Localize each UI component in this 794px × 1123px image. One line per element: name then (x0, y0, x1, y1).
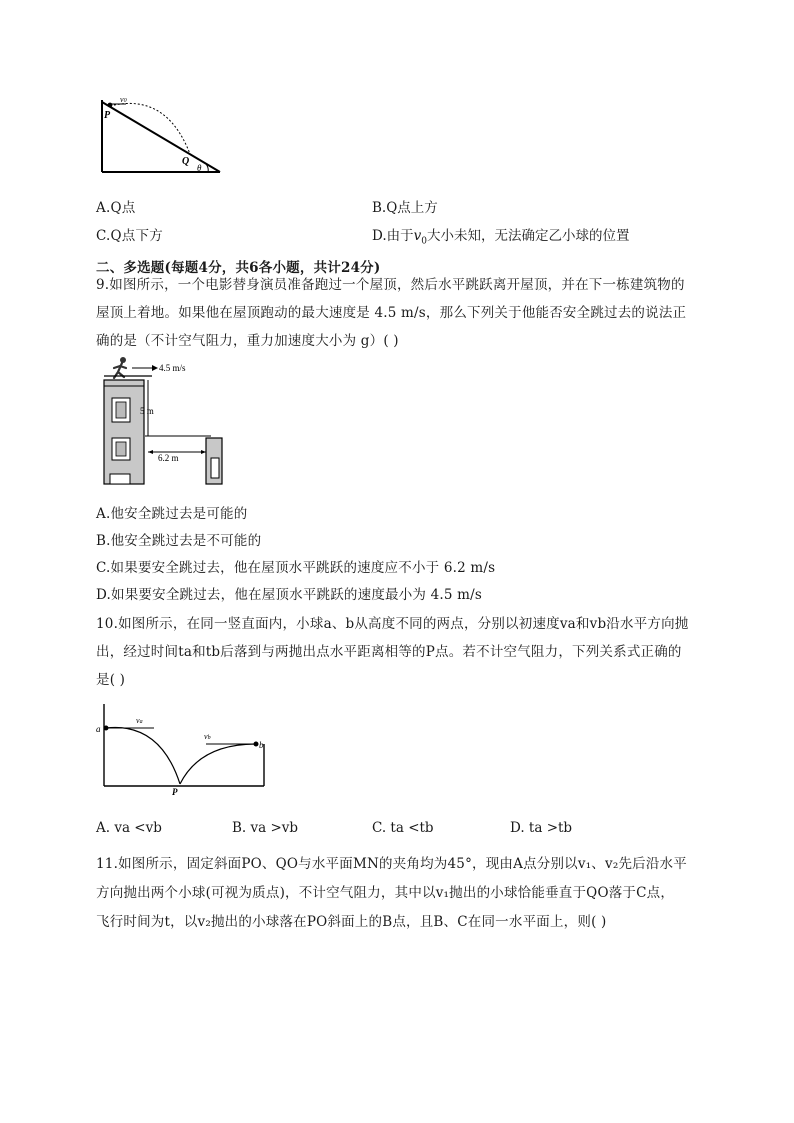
q8-option-a[interactable]: A.Q点 (96, 200, 136, 216)
q10-stem-line1: 10.如图所示，在同一竖直面内，小球a、b从高度不同的两点，分别以初速度va和vb沿水平方向抛 (96, 616, 689, 632)
svg-text:v0: v0 (120, 95, 127, 104)
q9-option-c[interactable]: C.如果要安全跳过去，他在屋顶水平跳跃的速度应不小于 6.2 m/s (96, 560, 496, 576)
svg-text:θ: θ (197, 163, 202, 173)
q10-stem-line3: 是( ) (96, 672, 126, 688)
q9-option-d[interactable]: D.如果要安全跳过去，他在屋顶水平跳跃的速度最小为 4.5 m/s (96, 587, 483, 603)
q8-option-c[interactable]: C.Q点下方 (96, 228, 163, 244)
svg-text:vb: vb (204, 732, 211, 741)
q10-stem-line2: 出，经过时间ta和tb后落到与两抛出点水平距离相等的P点。若不计空气阻力，下列关系式正确的 (96, 644, 682, 660)
q9-option-b[interactable]: B.他安全跳过去是不可能的 (96, 533, 262, 549)
runner-icon (114, 357, 126, 378)
q9-stem-line1: 9.如图所示，一个电影替身演员准备跑过一个屋顶，然后水平跳跃离开屋顶，并在下一栋建筑物的 (96, 277, 685, 293)
q10-option-c[interactable]: C. ta <tb (372, 820, 434, 836)
section-heading: 二、多选题(每题4分，共6各小题，共计24分) (96, 260, 381, 276)
svg-text:P: P (172, 787, 178, 796)
q11-stem-line2: 方向抛出两个小球(可视为质点)，不计空气阻力，其中以v₁抛出的小球恰能垂直于QO落于C点， (96, 885, 675, 901)
q10-option-a[interactable]: A. va <vb (96, 820, 162, 836)
q8-option-d[interactable]: D.由于$v_0$大小未知，无法确定乙小球的位置 (372, 228, 630, 247)
projectile-figure (96, 700, 272, 796)
q8-option-b[interactable]: B.Q点上方 (372, 200, 438, 216)
q9-option-a[interactable]: A.他安全跳过去是可能的 (96, 506, 248, 522)
q10-option-b[interactable]: B. va >vb (232, 820, 299, 836)
q9-stem-line2: 屋顶上着地。如果他在屋顶跑动的最大速度是 4.5 m/s，那么下列关于他能否安全跳过去的说法正 (96, 305, 687, 321)
svg-text:6.2 m: 6.2 m (158, 453, 179, 463)
svg-text:5 m: 5 m (140, 406, 154, 416)
svg-text:Q: Q (182, 156, 190, 167)
q9-stem-line3: 确的是（不计空气阻力，重力加速度大小为 g）( ) (96, 333, 399, 349)
q11-stem-line1: 11.如图所示，固定斜面PO、QO与水平面MN的夹角均为45°，现由A点分别以v₁、v₂先后沿水平 (96, 856, 687, 872)
svg-text:va: va (136, 716, 143, 725)
q10-option-d[interactable]: D. ta >tb (510, 820, 573, 836)
svg-text:P: P (104, 110, 111, 121)
svg-text:4.5 m/s: 4.5 m/s (159, 363, 186, 373)
q11-stem-line3: 飞行时间为t，以v₂抛出的小球落在PO斜面上的B点，且B、C在同一水平面上，则( ) (96, 914, 607, 930)
incline-figure (96, 92, 226, 176)
svg-text:a: a (96, 724, 101, 734)
svg-text:b: b (259, 740, 264, 750)
buildings-figure (96, 354, 226, 486)
